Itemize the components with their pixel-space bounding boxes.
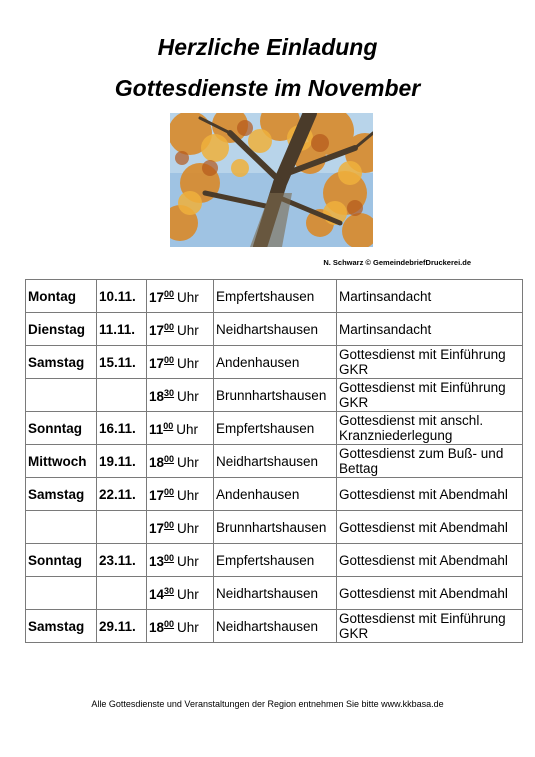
- hour-value: 17: [149, 488, 165, 503]
- table-row: [26, 346, 523, 379]
- photo-credit: N. Schwarz © GemeindebriefDruckerei.de: [323, 258, 471, 267]
- time-unit: Uhr: [177, 521, 199, 536]
- day-cell: Montag: [26, 280, 97, 313]
- minute-value: 00: [163, 421, 174, 431]
- location-cell: Brunnhartshausen: [214, 379, 337, 412]
- location-cell: Andenhausen: [214, 346, 337, 379]
- location-cell: Empfertshausen: [214, 544, 337, 577]
- hour-value: 13: [149, 554, 165, 569]
- service-schedule-table: [25, 279, 523, 643]
- day-cell: [26, 379, 97, 412]
- event-cell: Gottesdienst mit Abendmahl: [337, 544, 523, 577]
- date-cell: [97, 379, 147, 412]
- hour-value: 17: [149, 521, 165, 536]
- location-cell: Empfertshausen: [214, 280, 337, 313]
- location-cell: Neidhartshausen: [214, 313, 337, 346]
- minute-value: 00: [164, 520, 175, 530]
- minute-value: 30: [164, 388, 175, 398]
- table-row: [26, 412, 523, 445]
- time-cell: [147, 412, 214, 445]
- minute-value: 00: [164, 487, 175, 497]
- day-cell: Sonntag: [26, 544, 97, 577]
- table-row: [26, 544, 523, 577]
- event-cell: Martinsandacht: [337, 313, 523, 346]
- time-unit: Uhr: [177, 455, 199, 470]
- date-cell: 19.11.: [97, 445, 147, 478]
- event-cell: Gottesdienst mit anschl. Kranzniederlegung: [337, 412, 523, 445]
- day-cell: [26, 511, 97, 544]
- day-cell: Sonntag: [26, 412, 97, 445]
- title-invitation: Herzliche Einladung: [157, 34, 378, 60]
- time-cell: [147, 511, 214, 544]
- event-cell: Gottesdienst mit Abendmahl: [337, 478, 523, 511]
- table-row: [26, 379, 523, 412]
- date-cell: [97, 511, 147, 544]
- date-cell: 11.11.: [97, 313, 147, 346]
- event-cell: Gottesdienst zum Buß- und Bettag: [337, 445, 523, 478]
- event-cell: Gottesdienst mit Abendmahl: [337, 577, 523, 610]
- hour-value: 14: [149, 587, 165, 602]
- date-cell: 15.11.: [97, 346, 147, 379]
- location-cell: Empfertshausen: [214, 412, 337, 445]
- hour-value: 11: [149, 422, 164, 437]
- event-cell: Martinsandacht: [337, 280, 523, 313]
- footer-note: Alle Gottesdienste und Veranstaltungen der Region entnehmen Sie bitte www.kkbasa.de: [91, 699, 444, 709]
- time-cell: [147, 577, 214, 610]
- location-cell: Andenhausen: [214, 478, 337, 511]
- time-unit: Uhr: [177, 488, 199, 503]
- date-cell: 10.11.: [97, 280, 147, 313]
- minute-value: 30: [164, 586, 175, 596]
- location-cell: Neidhartshausen: [214, 445, 337, 478]
- minute-value: 00: [164, 355, 175, 365]
- location-cell: Neidhartshausen: [214, 577, 337, 610]
- day-cell: Dienstag: [26, 313, 97, 346]
- time-unit: Uhr: [177, 620, 199, 635]
- date-cell: 22.11.: [97, 478, 147, 511]
- time-cell: [147, 610, 214, 643]
- day-cell: Samstag: [26, 478, 97, 511]
- table-row: [26, 511, 523, 544]
- time-unit: Uhr: [177, 356, 199, 371]
- hour-value: 18: [149, 620, 165, 635]
- title-services-november: Gottesdienste im November: [114, 75, 421, 101]
- date-cell: 29.11.: [97, 610, 147, 643]
- hour-value: 18: [149, 455, 165, 470]
- day-cell: Mittwoch: [26, 445, 97, 478]
- table-row: [26, 445, 523, 478]
- table-row: [26, 610, 523, 643]
- time-cell: [147, 313, 214, 346]
- hour-value: 17: [149, 323, 165, 338]
- time-unit: Uhr: [177, 389, 199, 404]
- date-cell: 23.11.: [97, 544, 147, 577]
- time-unit: Uhr: [177, 323, 199, 338]
- minute-value: 00: [164, 619, 175, 629]
- event-cell: Gottesdienst mit Einführung GKR: [337, 610, 523, 643]
- minute-value: 00: [164, 322, 175, 332]
- time-unit: Uhr: [177, 554, 199, 569]
- event-cell: Gottesdienst mit Abendmahl: [337, 511, 523, 544]
- time-cell: [147, 280, 214, 313]
- time-cell: [147, 478, 214, 511]
- day-cell: [26, 577, 97, 610]
- time-unit: Uhr: [177, 587, 199, 602]
- table-row: [26, 478, 523, 511]
- time-cell: [147, 544, 214, 577]
- time-unit: Uhr: [177, 290, 199, 305]
- event-cell: Gottesdienst mit Einführung GKR: [337, 379, 523, 412]
- time-cell: [147, 379, 214, 412]
- minute-value: 00: [164, 454, 175, 464]
- table-row: [26, 577, 523, 610]
- day-cell: Samstag: [26, 610, 97, 643]
- location-cell: Neidhartshausen: [214, 610, 337, 643]
- time-cell: [147, 346, 214, 379]
- location-cell: Brunnhartshausen: [214, 511, 337, 544]
- date-cell: 16.11.: [97, 412, 147, 445]
- hour-value: 18: [149, 389, 165, 404]
- event-cell: Gottesdienst mit Einführung GKR: [337, 346, 523, 379]
- minute-value: 00: [164, 289, 175, 299]
- day-cell: Samstag: [26, 346, 97, 379]
- hour-value: 17: [149, 356, 165, 371]
- autumn-tree-photo: [170, 113, 373, 247]
- table-row: [26, 280, 523, 313]
- time-unit: Uhr: [176, 422, 199, 437]
- table-row: [26, 313, 523, 346]
- minute-value: 00: [164, 553, 175, 563]
- date-cell: [97, 577, 147, 610]
- hour-value: 17: [149, 290, 165, 305]
- time-cell: [147, 445, 214, 478]
